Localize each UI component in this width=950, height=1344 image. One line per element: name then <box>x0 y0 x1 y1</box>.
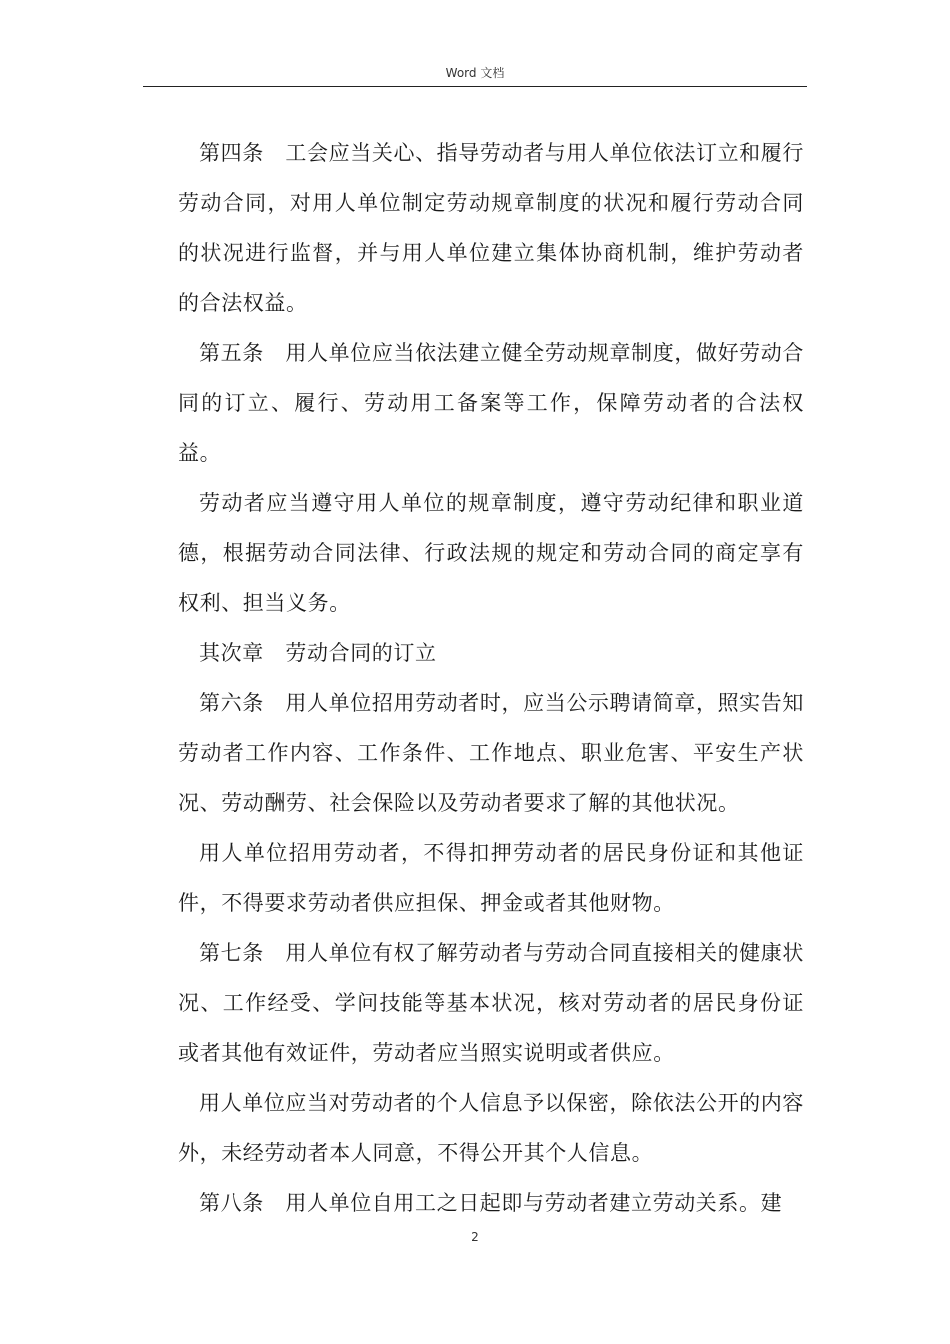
paragraph-article-4: 第四条 工会应当关心、指导劳动者与用人单位依法订立和履行劳动合同，对用人单位制定劳动规章制度的状况和履行劳动合同的状况进行监督，并与用人单位建立集体协商机制，维护劳动者的合法权益。 <box>178 141 804 315</box>
paragraph-article-5: 第五条 用人单位应当依法建立健全劳动规章制度，做好劳动合同的订立、履行、劳动用工备案等工作，保障劳动者的合法权益。 <box>178 341 804 465</box>
chapter-heading: 其次章 劳动合同的订立 <box>199 641 437 665</box>
paragraph-article-8: 第八条 用人单位自用工之日起即与劳动者建立劳动关系。建 <box>199 1191 783 1215</box>
header-divider <box>143 86 807 87</box>
page-header: Word 文档 <box>445 66 505 80</box>
paragraph-privacy: 用人单位应当对劳动者的个人信息予以保密，除依法公开的内容外，未经劳动者本人同意，不得公开其个人信息。 <box>178 1091 804 1165</box>
paragraph-no-detention: 用人单位招用劳动者，不得扣押劳动者的居民身份证和其他证件，不得要求劳动者供应担保、押金或者其他财物。 <box>178 841 804 915</box>
paragraph-article-7: 第七条 用人单位有权了解劳动者与劳动合同直接相关的健康状况、工作经受、学问技能等基本状况，核对劳动者的居民身份证或者其他有效证件，劳动者应当照实说明或者供应。 <box>178 941 804 1065</box>
paragraph-article-6: 第六条 用人单位招用劳动者时，应当公示聘请简章，照实告知劳动者工作内容、工作条件、工作地点、职业危害、平安生产状况、劳动酬劳、社会保险以及劳动者要求了解的其他状况。 <box>178 691 804 815</box>
document-body <box>178 128 804 1228</box>
page-number: 2 <box>471 1230 479 1244</box>
paragraph-worker-duties: 劳动者应当遵守用人单位的规章制度，遵守劳动纪律和职业道德，根据劳动合同法律、行政法规的规定和劳动合同的商定享有权利、担当义务。 <box>178 491 804 615</box>
